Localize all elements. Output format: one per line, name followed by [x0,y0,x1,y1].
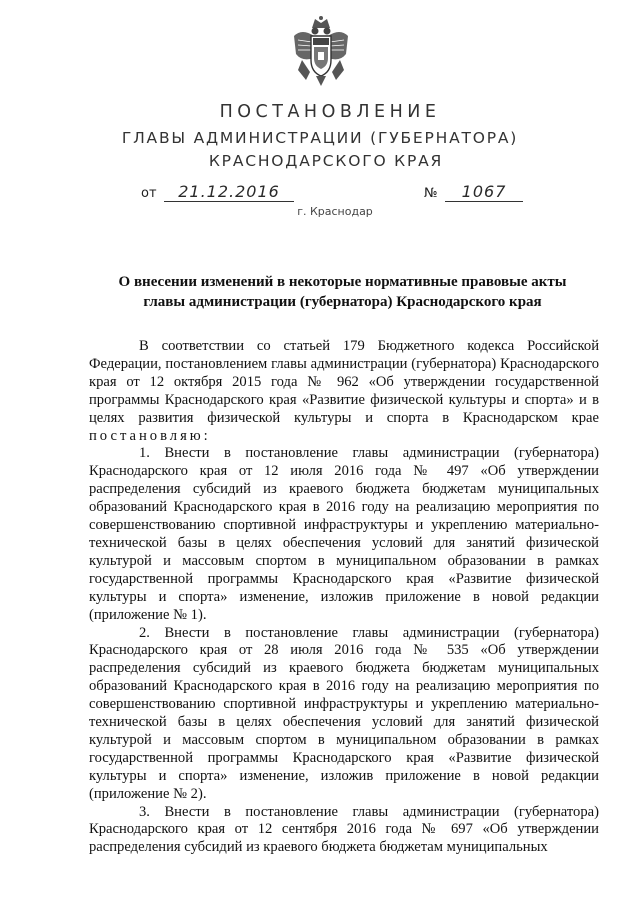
issuer-heading: ГЛАВЫ АДМИНИСТРАЦИИ (ГУБЕРНАТОРА) [121,129,519,147]
date-line [141,182,294,202]
document-title [90,272,595,312]
item-paragraph: 3. Внести в постановление главы администрации (губернатора) Краснодарского края от 12 сентября 2016 года № 697 «Об утверждении распределения субсидий из краевого бюджета бюджетам муниципальных [89,803,599,856]
item-paragraph: 1. Внести в постановление главы администрации (губернатора) Краснодарского края от 12 июля 2016 года № 497 «Об утверждении распределения субсидий из краевого бюджета бюджетам муниципальных образований Краснодарского края в 2016 году на реализацию мероприятия по совершенствованию спортивной инфраструктуры и укреплению материально-технической базы в целях обеспечения условий для занятий физической культурой и массовым спортом в муниципальном образовании в рамках государственной программы Краснодарского края «Развитие физической культуры и спорта» изменение, изложив приложение в новой редакции (приложение № 1). [89,445,599,623]
region-heading: КРАСНОДАРСКОГО КРАЯ [208,152,444,170]
date-label: от [141,186,157,201]
number-value: 1067 [445,182,523,202]
document-title-line: главы администрации (губернатора) Краснодарского края [143,294,542,310]
document-body [89,338,599,857]
intro-text: В соответствии со статьей 179 Бюджетного кодекса Российской Федерации, постановлением главы администрации (губернатора) Краснодарского края от 12 октября 2015 года № 962 «Об утверждении государственной программы Краснодарского края «Развитие физической культуры и спорта» и в целях развития физической культуры и спорта в Краснодарском крае [89,338,599,426]
city-label: г. Краснодар [297,205,373,218]
decree-word: постановляю: [89,427,211,444]
number-label: № [424,186,438,201]
coat-of-arms-emblem [290,14,352,88]
document-type-heading: ПОСТАНОВЛЕНИЕ [219,102,441,122]
number-line [424,182,523,202]
date-value: 21.12.2016 [164,182,294,202]
document-title-line: О внесении изменений в некоторые нормативные правовые акты [118,274,567,290]
item-paragraph: 2. Внести в постановление главы администрации (губернатора) Краснодарского края от 28 июля 2016 года № 535 «Об утверждении распределения субсидий из краевого бюджета бюджетам муниципальных образований Краснодарского края в 2016 году на реализацию мероприятия по совершенствованию спортивной инфраструктуры и укреплению материально-технической базы в целях обеспечения условий для занятий физической культурой и массовым спортом в муниципальном образовании в рамках государственной программы Краснодарского края «Развитие физической культуры и спорта» изменение, изложив приложение в новой редакции (приложение № 2). [89,624,599,802]
intro-paragraph [89,338,599,445]
